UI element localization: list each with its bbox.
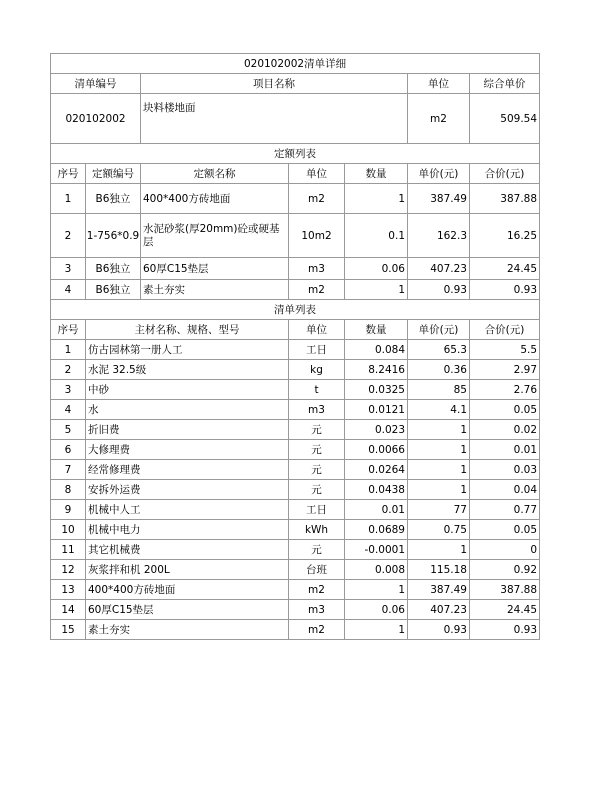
materials-col-unit: 单位 bbox=[289, 320, 345, 340]
material-unit: 元 bbox=[289, 540, 345, 560]
material-name: 中砂 bbox=[86, 380, 289, 400]
material-price: 0.75 bbox=[408, 520, 470, 540]
material-unit: m3 bbox=[289, 600, 345, 620]
material-name: 大修理费 bbox=[86, 440, 289, 460]
quota-unit: m2 bbox=[289, 184, 345, 214]
material-qty: 0.0066 bbox=[345, 440, 408, 460]
material-unit: 元 bbox=[289, 440, 345, 460]
material-price: 4.1 bbox=[408, 400, 470, 420]
material-qty: 8.2416 bbox=[345, 360, 408, 380]
material-total: 0.77 bbox=[470, 500, 540, 520]
quota-qty: 1 bbox=[345, 184, 408, 214]
material-total: 0.05 bbox=[470, 400, 540, 420]
material-total: 0.02 bbox=[470, 420, 540, 440]
quota-unit: 10m2 bbox=[289, 214, 345, 258]
quota-qty: 1 bbox=[345, 280, 408, 300]
material-name: 其它机械费 bbox=[86, 540, 289, 560]
quota-name: 60厚C15垫层 bbox=[141, 258, 289, 280]
detail-table bbox=[50, 53, 540, 640]
material-row bbox=[51, 580, 540, 600]
material-total: 0.92 bbox=[470, 560, 540, 580]
material-row bbox=[51, 460, 540, 480]
material-unit: m2 bbox=[289, 580, 345, 600]
quota-price: 0.93 bbox=[408, 280, 470, 300]
materials-section-title: 清单列表 bbox=[51, 300, 540, 320]
material-row bbox=[51, 500, 540, 520]
item-price: 509.54 bbox=[470, 94, 540, 144]
material-row bbox=[51, 400, 540, 420]
material-row bbox=[51, 360, 540, 380]
material-qty: 0.0325 bbox=[345, 380, 408, 400]
quota-section-title: 定额列表 bbox=[51, 144, 540, 164]
quota-col-price: 单价(元) bbox=[408, 164, 470, 184]
material-row bbox=[51, 340, 540, 360]
quota-row bbox=[51, 184, 540, 214]
quota-col-unit: 单位 bbox=[289, 164, 345, 184]
quota-unit: m3 bbox=[289, 258, 345, 280]
header-price-label: 综合单价 bbox=[470, 74, 540, 94]
quota-code: B6独立 bbox=[86, 258, 141, 280]
quota-no: 2 bbox=[51, 214, 86, 258]
material-unit: m3 bbox=[289, 400, 345, 420]
materials-col-qty: 数量 bbox=[345, 320, 408, 340]
material-row bbox=[51, 420, 540, 440]
material-qty: 0.0264 bbox=[345, 460, 408, 480]
material-no: 14 bbox=[51, 600, 86, 620]
quota-col-no: 序号 bbox=[51, 164, 86, 184]
material-no: 2 bbox=[51, 360, 86, 380]
quota-name: 素土夯实 bbox=[141, 280, 289, 300]
quota-qty: 0.1 bbox=[345, 214, 408, 258]
quota-col-name: 定额名称 bbox=[141, 164, 289, 184]
material-name: 经常修理费 bbox=[86, 460, 289, 480]
header-unit-label: 单位 bbox=[408, 74, 470, 94]
quota-unit: m2 bbox=[289, 280, 345, 300]
material-total: 0 bbox=[470, 540, 540, 560]
quota-row bbox=[51, 258, 540, 280]
material-price: 85 bbox=[408, 380, 470, 400]
material-total: 0.01 bbox=[470, 440, 540, 460]
material-name: 素土夯实 bbox=[86, 620, 289, 640]
material-qty: 1 bbox=[345, 580, 408, 600]
quota-price: 407.23 bbox=[408, 258, 470, 280]
material-price: 0.93 bbox=[408, 620, 470, 640]
material-name: 400*400方砖地面 bbox=[86, 580, 289, 600]
material-price: 1 bbox=[408, 440, 470, 460]
material-row bbox=[51, 480, 540, 500]
material-total: 5.5 bbox=[470, 340, 540, 360]
quota-code: 1-756*0.9 bbox=[86, 214, 141, 258]
material-row bbox=[51, 520, 540, 540]
material-row bbox=[51, 560, 540, 580]
material-row bbox=[51, 440, 540, 460]
quota-col-code: 定额编号 bbox=[86, 164, 141, 184]
quota-name: 400*400方砖地面 bbox=[141, 184, 289, 214]
material-total: 2.97 bbox=[470, 360, 540, 380]
material-name: 水泥 32.5级 bbox=[86, 360, 289, 380]
material-unit: kg bbox=[289, 360, 345, 380]
material-qty: 0.06 bbox=[345, 600, 408, 620]
material-unit: m2 bbox=[289, 620, 345, 640]
material-name: 机械中人工 bbox=[86, 500, 289, 520]
material-qty: 0.023 bbox=[345, 420, 408, 440]
material-qty: 0.084 bbox=[345, 340, 408, 360]
quota-row bbox=[51, 280, 540, 300]
material-qty: 0.01 bbox=[345, 500, 408, 520]
quota-qty: 0.06 bbox=[345, 258, 408, 280]
material-price: 115.18 bbox=[408, 560, 470, 580]
material-no: 3 bbox=[51, 380, 86, 400]
material-no: 15 bbox=[51, 620, 86, 640]
quota-name: 水泥砂浆(厚20mm)砼或硬基层 bbox=[141, 214, 289, 258]
material-row bbox=[51, 540, 540, 560]
material-no: 10 bbox=[51, 520, 86, 540]
material-price: 65.3 bbox=[408, 340, 470, 360]
quota-col-qty: 数量 bbox=[345, 164, 408, 184]
material-qty: 0.008 bbox=[345, 560, 408, 580]
quota-total: 0.93 bbox=[470, 280, 540, 300]
material-price: 77 bbox=[408, 500, 470, 520]
material-no: 9 bbox=[51, 500, 86, 520]
material-unit: 元 bbox=[289, 480, 345, 500]
material-total: 24.45 bbox=[470, 600, 540, 620]
item-code: 020102002 bbox=[51, 94, 141, 144]
material-name: 安拆外运费 bbox=[86, 480, 289, 500]
material-name: 仿古园林第一册人工 bbox=[86, 340, 289, 360]
quota-no: 1 bbox=[51, 184, 86, 214]
material-name: 折旧费 bbox=[86, 420, 289, 440]
material-qty: 0.0438 bbox=[345, 480, 408, 500]
material-no: 13 bbox=[51, 580, 86, 600]
material-no: 4 bbox=[51, 400, 86, 420]
materials-col-no: 序号 bbox=[51, 320, 86, 340]
materials-col-price: 单价(元) bbox=[408, 320, 470, 340]
material-total: 0.93 bbox=[470, 620, 540, 640]
material-price: 387.49 bbox=[408, 580, 470, 600]
material-unit: 元 bbox=[289, 420, 345, 440]
quota-col-total: 合价(元) bbox=[470, 164, 540, 184]
material-price: 407.23 bbox=[408, 600, 470, 620]
materials-col-total: 合价(元) bbox=[470, 320, 540, 340]
material-row bbox=[51, 620, 540, 640]
material-total: 0.03 bbox=[470, 460, 540, 480]
page-title: 020102002清单详细 bbox=[51, 54, 540, 74]
quota-price: 387.49 bbox=[408, 184, 470, 214]
material-no: 7 bbox=[51, 460, 86, 480]
quota-code: B6独立 bbox=[86, 280, 141, 300]
quota-row bbox=[51, 214, 540, 258]
material-name: 灰浆拌和机 200L bbox=[86, 560, 289, 580]
material-no: 8 bbox=[51, 480, 86, 500]
material-name: 机械中电力 bbox=[86, 520, 289, 540]
material-row bbox=[51, 600, 540, 620]
material-unit: 元 bbox=[289, 460, 345, 480]
quota-no: 4 bbox=[51, 280, 86, 300]
material-unit: kWh bbox=[289, 520, 345, 540]
header-code-label: 清单编号 bbox=[51, 74, 141, 94]
material-qty: 0.0121 bbox=[345, 400, 408, 420]
quota-price: 162.3 bbox=[408, 214, 470, 258]
material-unit: 台班 bbox=[289, 560, 345, 580]
material-total: 0.04 bbox=[470, 480, 540, 500]
quota-no: 3 bbox=[51, 258, 86, 280]
material-qty: 0.0689 bbox=[345, 520, 408, 540]
materials-header-row bbox=[51, 320, 540, 340]
material-unit: t bbox=[289, 380, 345, 400]
quota-header-row bbox=[51, 164, 540, 184]
material-price: 1 bbox=[408, 480, 470, 500]
item-name: 块料楼地面 bbox=[141, 94, 408, 144]
material-unit: 工日 bbox=[289, 340, 345, 360]
materials-col-name: 主材名称、规格、型号 bbox=[86, 320, 289, 340]
material-no: 11 bbox=[51, 540, 86, 560]
material-name: 水 bbox=[86, 400, 289, 420]
material-qty: -0.0001 bbox=[345, 540, 408, 560]
material-row bbox=[51, 380, 540, 400]
header-name-label: 项目名称 bbox=[141, 74, 408, 94]
material-no: 1 bbox=[51, 340, 86, 360]
material-price: 0.36 bbox=[408, 360, 470, 380]
material-price: 1 bbox=[408, 460, 470, 480]
material-no: 6 bbox=[51, 440, 86, 460]
material-no: 12 bbox=[51, 560, 86, 580]
material-no: 5 bbox=[51, 420, 86, 440]
detail-table-body bbox=[51, 54, 540, 640]
material-qty: 1 bbox=[345, 620, 408, 640]
quota-total: 16.25 bbox=[470, 214, 540, 258]
material-name: 60厚C15垫层 bbox=[86, 600, 289, 620]
quota-code: B6独立 bbox=[86, 184, 141, 214]
item-unit: m2 bbox=[408, 94, 470, 144]
quota-total: 387.88 bbox=[470, 184, 540, 214]
material-total: 0.05 bbox=[470, 520, 540, 540]
material-unit: 工日 bbox=[289, 500, 345, 520]
material-total: 387.88 bbox=[470, 580, 540, 600]
quota-total: 24.45 bbox=[470, 258, 540, 280]
material-total: 2.76 bbox=[470, 380, 540, 400]
material-price: 1 bbox=[408, 540, 470, 560]
material-price: 1 bbox=[408, 420, 470, 440]
